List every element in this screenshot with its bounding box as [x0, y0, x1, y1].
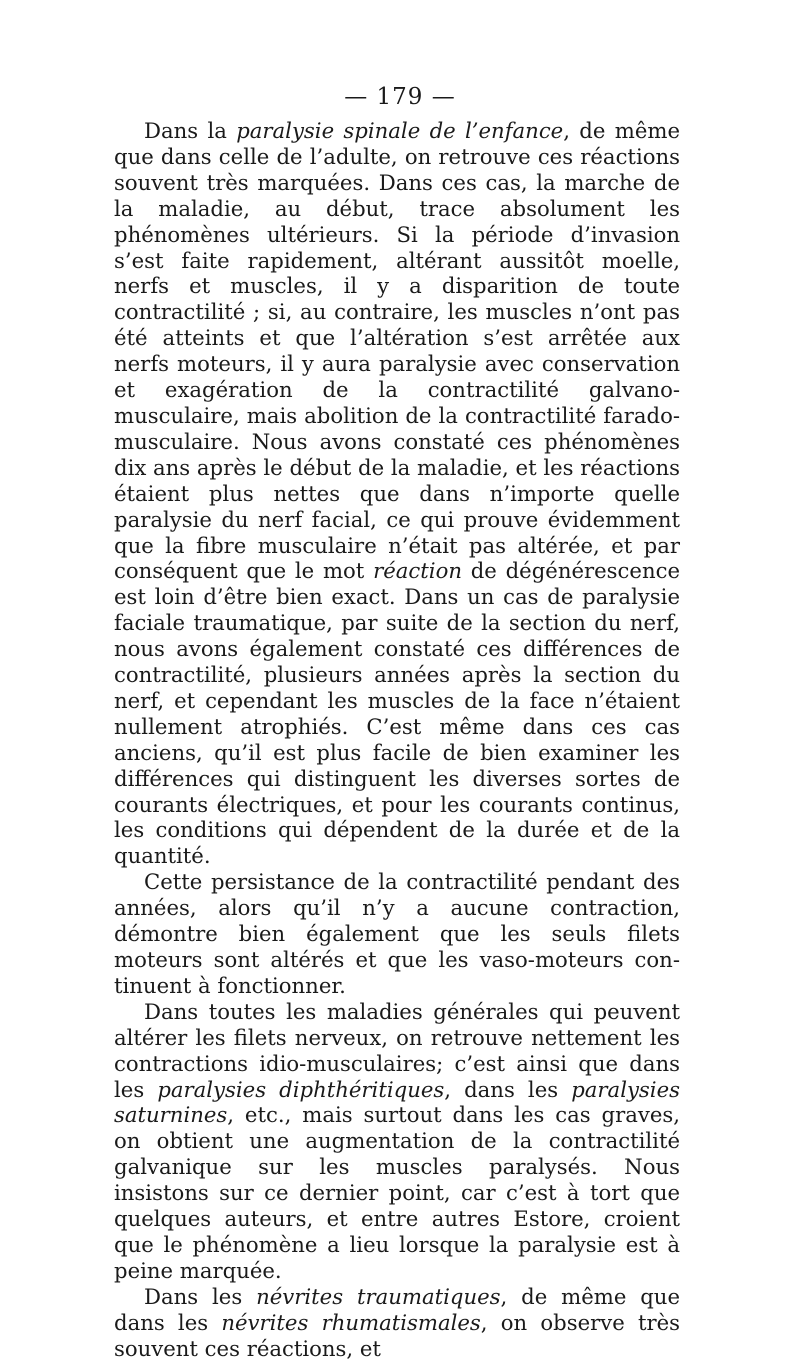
italic-term: paralysies diphthéritiques [157, 1076, 445, 1102]
body-text [114, 118, 680, 1362]
italic-term: névrites traumatiques [256, 1283, 501, 1309]
page-number: — 179 — [344, 84, 456, 110]
italic-term: réaction [373, 558, 462, 584]
paragraph [114, 999, 680, 1284]
text-segment: de dégénérescence est loin d’être bien exact. Dans un cas de paralysie faciale traumatique, par suite de la section du nerf, nous avons également constaté ces différences de contractilité, plusieurs années après la section du nerf, et cependant les muscles de la face n’étaient nullement atrophiés. C’est même dans ces cas anciens, qu’il est plus facile de bien examiner les différences qui distinguent les diverses sortes de courants électriques, et pour les courants continus, les conditions qui dépendent de la durée et de la quantité. [114, 558, 680, 869]
text-segment: , etc., mais surtout dans les cas graves, on obtient une augmentation de la contractilité galvanique sur les muscles paralysés. Nous insistons sur ce dernier point, car c’est à tort que quelques auteurs, et entre autres Estore, croient que le phénomène a lieu lorsque la paralysie est à peine marquée. [114, 1102, 680, 1283]
text-segment: Dans la [144, 118, 237, 143]
text-segment: , on observe très souvent ces réactions, et [114, 1309, 681, 1361]
text-segment: , de même que dans les [114, 1283, 680, 1335]
italic-term: paralysies saturnines [114, 1076, 680, 1128]
paragraph [114, 118, 680, 869]
italic-term: paralysie spinale de l’enfance [236, 118, 564, 143]
text-segment: , de même que dans celle de l’adulte, on retrouve ces réactions souvent très marquées. Dans ces cas, la marche de la maladie, au début, trace absolument les phénomènes ultérieurs. Si la période d’invasion s’est faite rapidement, altérant aussitôt moelle, nerfs et muscles, il y a disparition de toute contractilité ; si, au contraire, les muscles n’ont pas été atteints et que l’altération s’est arrêtée aux nerfs moteurs, il y aura paralysie avec conservation et exagération de la contractilité galvano-musculaire, mais abolition de la contractilité farado-musculaire. Nous avons constaté ces phénomènes dix ans après le début de la maladie, et les réactions étaient plus nettes que dans n’importe quelle paralysie du nerf facial, ce qui prouve évidemment que la fibre musculaire n’était pas altérée, et par conséquent que le mot [114, 118, 680, 584]
paragraph [114, 1284, 680, 1362]
text-segment: Dans les [144, 1283, 257, 1309]
text-segment: Cette persistance de la contractilité pendant des années, alors qu’il n’y a aucune contraction, démontre bien également que les seuls filets moteurs sont altérés et que les vaso-moteurs continuent à fonctionner. [114, 869, 680, 998]
text-segment: , dans les [444, 1076, 572, 1102]
paragraph [114, 869, 680, 999]
italic-term: névrites rhumatismales [221, 1309, 481, 1335]
text-segment: Dans toutes les maladies générales qui peuvent altérer les filets nerveux, on retrouve nettement les contractions idio-musculaires; c’est ainsi que dans les [114, 998, 680, 1102]
